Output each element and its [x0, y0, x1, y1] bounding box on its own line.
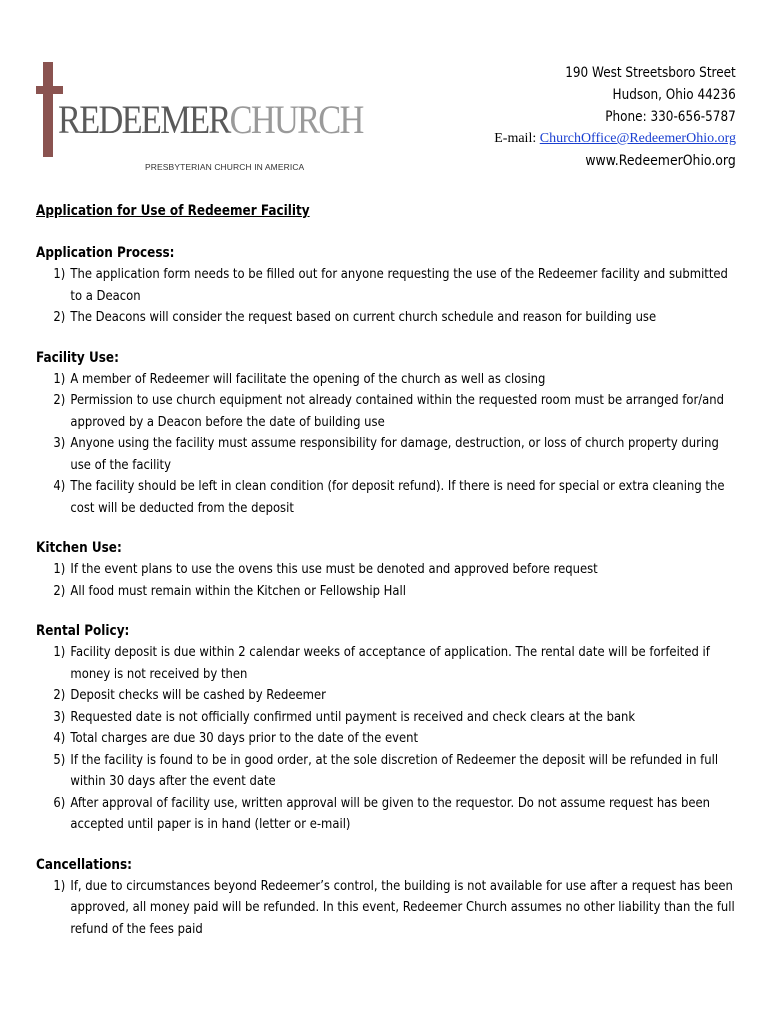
email-label: E-mail: [494, 131, 537, 146]
address-email-line [494, 128, 736, 150]
numbered-list [36, 642, 736, 836]
list-item [36, 707, 736, 729]
list-item-text: Permission to use church equipment not already contained within the requested room must be arranged for/and approved by a Deacon before the date of building use [70, 392, 725, 430]
list-item [36, 390, 736, 433]
section [36, 242, 736, 329]
logo-word-church: CHURCH [229, 97, 363, 142]
list-item-number: 2) [53, 687, 66, 703]
list-item-text: The application form needs to be filled out for anyone requesting the use of the Redeemer facility and submitted to a Deacon [70, 266, 728, 304]
list-item-number: 1) [53, 266, 66, 282]
list-item-number: 5) [53, 751, 66, 768]
list-item-text: If the event plans to use the ovens this use must be denoted and approved before request [70, 561, 598, 577]
list-item-text: If the facility is found to be in good order, at the sole discretion of Redeemer the deposit will be refunded in full within 30 days after the event date [70, 751, 719, 789]
list-item-text: After approval of facility use, written approval will be given to the requestor. Do not assume request has been accepted until paper is in hand (letter or e-mail) [70, 794, 711, 832]
list-item-number: 2) [53, 309, 66, 325]
list-item-text: The facility should be left in clean condition (for deposit refund). If there is need for special or extra cleaning the cost will be deducted from the deposit [70, 478, 725, 516]
numbered-list [36, 369, 736, 520]
address-street: 190 West Streetsboro Street [565, 65, 736, 81]
list-item-number: 4) [53, 730, 66, 746]
list-item [36, 581, 736, 603]
list-item-text: A member of Redeemer will facilitate the opening of the church as well as closing [70, 370, 546, 387]
list-item-text: Deposit checks will be cashed by Redeemer [70, 687, 326, 703]
address-city: Hudson, Ohio 44236 [612, 87, 736, 103]
cross-icon [43, 62, 53, 157]
list-item [36, 433, 736, 476]
section [36, 854, 736, 941]
logo-subtitle: PRESBYTERIAN CHURCH IN AMERICA [145, 162, 305, 172]
list-item [36, 476, 736, 519]
numbered-list [36, 559, 736, 602]
list-item-number: 6) [53, 794, 66, 811]
section [36, 537, 736, 602]
list-item-text: The Deacons will consider the request based on current church schedule and reason for building use [70, 309, 657, 325]
list-item-text: All food must remain within the Kitchen or Fellowship Hall [70, 582, 406, 599]
address-block [494, 62, 736, 172]
list-item-number: 2) [53, 392, 66, 408]
list-item-number: 1) [53, 877, 66, 894]
list-item-number: 2) [53, 582, 66, 599]
list-item [36, 559, 736, 581]
list-item [36, 369, 736, 391]
list-item [36, 264, 736, 307]
website-text: www.RedeemerOhio.org [585, 153, 736, 169]
list-item-text: Anyone using the facility must assume responsibility for damage, destruction, or loss of church property during use of the facility [70, 435, 719, 473]
list-item-text: If, due to circumstances beyond Redeemer’s control, the building is not available for use after a request has been approved, all money paid will be refunded. In this event, Redeemer Church assumes no other liability than the full refund of the fees paid [70, 877, 735, 937]
list-item-number: 4) [53, 478, 66, 494]
cross-icon-bar [36, 86, 63, 94]
numbered-list [36, 264, 736, 329]
section-heading: Facility Use: [36, 349, 119, 366]
list-item-number: 1) [53, 561, 66, 577]
address-phone: Phone: 330-656-5787 [605, 109, 736, 125]
list-item-number: 3) [53, 708, 66, 725]
list-item [36, 642, 736, 685]
list-item-text: Requested date is not officially confirmed until payment is received and check clears at the bank [70, 708, 636, 725]
list-item-text: Facility deposit is due within 2 calendar weeks of acceptance of application. The rental date will be forfeited if money is not received by then [70, 644, 710, 682]
church-logo [36, 62, 363, 182]
numbered-list [36, 876, 736, 941]
list-item-number: 1) [53, 644, 66, 660]
document-body [36, 200, 736, 958]
section-heading: Rental Policy: [36, 623, 130, 639]
list-item [36, 307, 736, 329]
logo-word-redeemer: REDEEMER [58, 97, 230, 142]
email-link[interactable]: ChurchOffice@RedeemerOhio.org [539, 131, 736, 146]
list-item [36, 728, 736, 750]
section-heading: Kitchen Use: [36, 540, 122, 556]
section [36, 620, 736, 836]
section-heading: Application Process: [36, 245, 175, 261]
section [36, 347, 736, 520]
list-item-number: 3) [53, 435, 66, 451]
section-heading: Cancellations: [36, 856, 132, 873]
sections-container [36, 242, 736, 940]
document-title: Application for Use of Redeemer Facility [36, 203, 310, 219]
list-item [36, 750, 736, 793]
list-item-number: 1) [53, 370, 66, 387]
logo-wordmark [58, 97, 363, 142]
list-item [36, 793, 736, 836]
list-item [36, 876, 736, 941]
list-item-text: Total charges are due 30 days prior to the date of the event [70, 730, 419, 746]
list-item [36, 685, 736, 707]
